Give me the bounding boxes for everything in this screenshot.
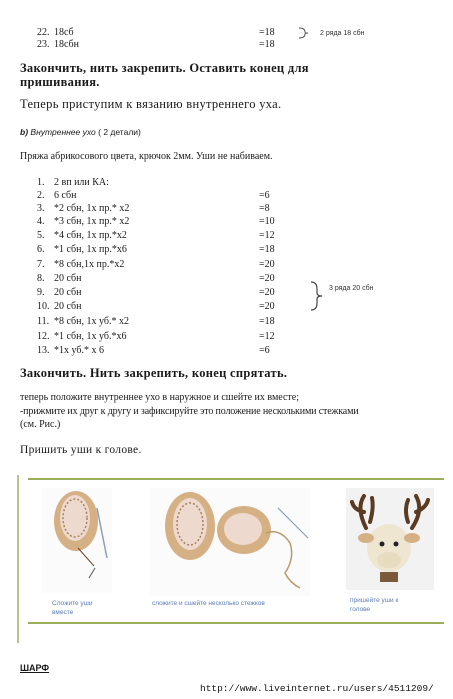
row-result: =18 <box>259 39 275 50</box>
list-item <box>0 229 453 242</box>
brace-icon <box>296 26 310 40</box>
divider-bottom <box>28 622 444 624</box>
row-result: =12 <box>259 331 275 342</box>
list-item <box>0 258 453 271</box>
photo-deer-head <box>346 488 434 590</box>
row-number: 5. <box>37 230 45 241</box>
section-name: Внутреннее ухо <box>30 127 96 137</box>
row-text: *3 сбн, 1х пр.* х2 <box>54 216 130 227</box>
row-text: 20 сбн <box>54 273 82 284</box>
heading-finish-line1: Закончить, нить закрепить. Оставить конец для <box>20 61 309 75</box>
row-result: =12 <box>259 230 275 241</box>
photo-ears-together <box>42 488 112 593</box>
row-number: 3. <box>37 203 45 214</box>
row-result: =18 <box>259 244 275 255</box>
list-item <box>0 315 453 328</box>
row-result: =18 <box>259 27 275 38</box>
row-result: =10 <box>259 216 275 227</box>
row-number: 2. <box>37 190 45 201</box>
row-number: 9. <box>37 287 45 298</box>
list-item <box>0 344 453 357</box>
caption-sew-stitches: сложите и сшейте несколько стежков <box>152 600 265 607</box>
row-result: =18 <box>259 316 275 327</box>
photo-sew-stitches <box>150 488 310 596</box>
top-row-23 <box>0 38 453 51</box>
row-number: 23. <box>37 39 50 50</box>
row-text: 20 сбн <box>54 301 82 312</box>
row-text: 20 сбн <box>54 287 82 298</box>
footer-url[interactable]: http://www.liveinternet.ru/users/4511209/ <box>200 683 434 694</box>
list-item <box>0 176 453 189</box>
list-item <box>0 300 453 313</box>
instruction-para2-line2: (см. Рис.) <box>20 419 61 430</box>
row-number: 4. <box>37 216 45 227</box>
instruction-para2-line1: -прижмите их друг к другу и зафиксируйте это положение несколькими стежками <box>20 406 359 417</box>
brace-icon <box>307 280 327 312</box>
list-item <box>0 202 453 215</box>
list-item <box>0 330 453 343</box>
row-number: 11. <box>37 316 50 327</box>
row-text: *1 сбн, 1х пр.*х6 <box>54 244 127 255</box>
rows-note: 3 ряда 20 сбн <box>329 285 374 292</box>
instruction-para1: теперь положите внутреннее ухо в наружное и сшейте их вместе; <box>20 392 299 403</box>
list-item <box>0 189 453 202</box>
row-number: 12. <box>37 331 50 342</box>
heading-finish-line2: пришивания. <box>20 75 100 89</box>
section-title <box>20 127 141 137</box>
row-number: 10. <box>37 301 50 312</box>
row-number: 6. <box>37 244 45 255</box>
row-result: =6 <box>259 345 270 356</box>
row-number: 8. <box>37 273 45 284</box>
caption-sew-to-head: пришейте уши к голове <box>350 597 399 613</box>
row-text: 18сб <box>54 27 74 38</box>
row-result: =8 <box>259 203 270 214</box>
list-item <box>0 272 453 285</box>
top-note: 2 ряда 18 сбн <box>320 30 365 37</box>
row-text: 2 вп или КА: <box>54 177 109 188</box>
row-text: *8 сбн, 1х уб.* х2 <box>54 316 129 327</box>
row-result: =20 <box>259 259 275 270</box>
caption-ears-together: Сложите уши вместе <box>52 600 93 616</box>
row-text: *4 сбн, 1х пр.*х2 <box>54 230 127 241</box>
row-number: 13. <box>37 345 50 356</box>
divider-top <box>28 478 444 480</box>
list-item <box>0 286 453 299</box>
row-result: =20 <box>259 301 275 312</box>
heading-scarf: ШАРФ <box>20 663 50 673</box>
row-number: 1. <box>37 177 45 188</box>
divider-left <box>17 475 19 643</box>
row-text: *2 сбн, 1х пр.* х2 <box>54 203 130 214</box>
section-letter: b) <box>20 127 29 137</box>
row-number: 22. <box>37 27 50 38</box>
row-number: 7. <box>37 259 45 270</box>
section-count: ( 2 детали) <box>98 127 141 137</box>
row-result: =6 <box>259 190 270 201</box>
list-item <box>0 243 453 256</box>
heading-finish-hide: Закончить. Нить закрепить, конец спрятать. <box>20 366 288 380</box>
row-text: *8 сбн,1х пр.*х2 <box>54 259 125 270</box>
row-text: 18сбн <box>54 39 79 50</box>
row-text: *1х уб.* х 6 <box>54 345 104 356</box>
row-text: 6 сбн <box>54 190 77 201</box>
yarn-text: Пряжа абрикосового цвета, крючок 2мм. Уши не набиваем. <box>20 151 273 162</box>
row-text: *1 сбн, 1х уб.*х6 <box>54 331 127 342</box>
heading-inner-ear: Теперь приступим к вязанию внутреннего уха. <box>20 97 282 111</box>
heading-sew-ears: Пришить уши к голове. <box>20 444 142 456</box>
row-result: =20 <box>259 273 275 284</box>
row-result: =20 <box>259 287 275 298</box>
list-item <box>0 215 453 228</box>
